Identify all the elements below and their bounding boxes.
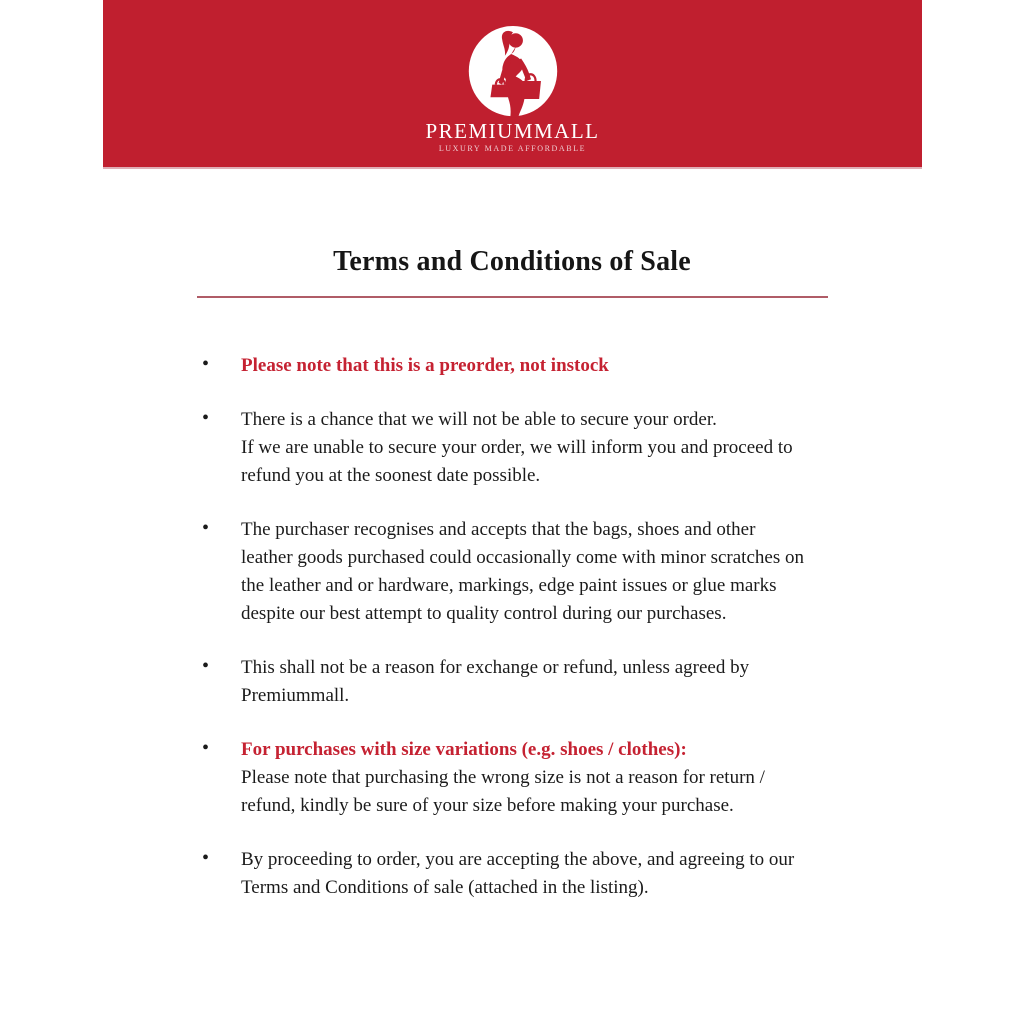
terms-line: • By proceeding to order, you are accepting the above, and agreeing to our [241,849,795,870]
terms-bullet-list [202,352,862,928]
title-divider [197,296,828,298]
brand-logo [466,26,560,118]
terms-line: • For purchases with size variations (e.g. shoes / clothes): [241,739,687,760]
woman-shopper-silhouette-icon [466,26,560,118]
terms-line: • Please note that this is a preorder, not instock [241,355,609,376]
terms-bullet-item [202,654,862,710]
brand-banner [103,0,922,169]
terms-line: leather goods purchased could occasionally come with minor scratches on [241,547,804,568]
terms-line: • There is a chance that we will not be able to secure your order. [241,409,717,430]
terms-line: the leather and or hardware, markings, edge paint issues or glue marks [241,575,777,596]
terms-bullet-item [202,846,862,902]
terms-line: If we are unable to secure your order, we will inform you and proceed to [241,437,793,458]
terms-line: Premiummall. [241,685,350,706]
brand-tagline: LUXURY MADE AFFORDABLE [438,144,587,153]
terms-line: • The purchaser recognises and accepts that the bags, shoes and other [241,519,756,540]
terms-line: Please note that purchasing the wrong size is not a reason for return / [241,767,765,788]
brand-name: PREMIUMMALL [425,119,600,143]
terms-bullet-item [202,352,862,380]
terms-line: • This shall not be a reason for exchange or refund, unless agreed by [241,657,750,678]
page-title: Terms and Conditions of Sale [333,246,691,277]
terms-bullet-item [202,516,862,628]
terms-line: refund, kindly be sure of your size before making your purchase. [241,795,734,816]
terms-line: refund you at the soonest date possible. [241,465,541,486]
terms-bullet-item [202,406,862,490]
terms-line: despite our best attempt to quality control during our purchases. [241,603,727,624]
terms-bullet-item [202,736,862,820]
terms-line: Terms and Conditions of sale (attached in the listing). [241,877,649,898]
